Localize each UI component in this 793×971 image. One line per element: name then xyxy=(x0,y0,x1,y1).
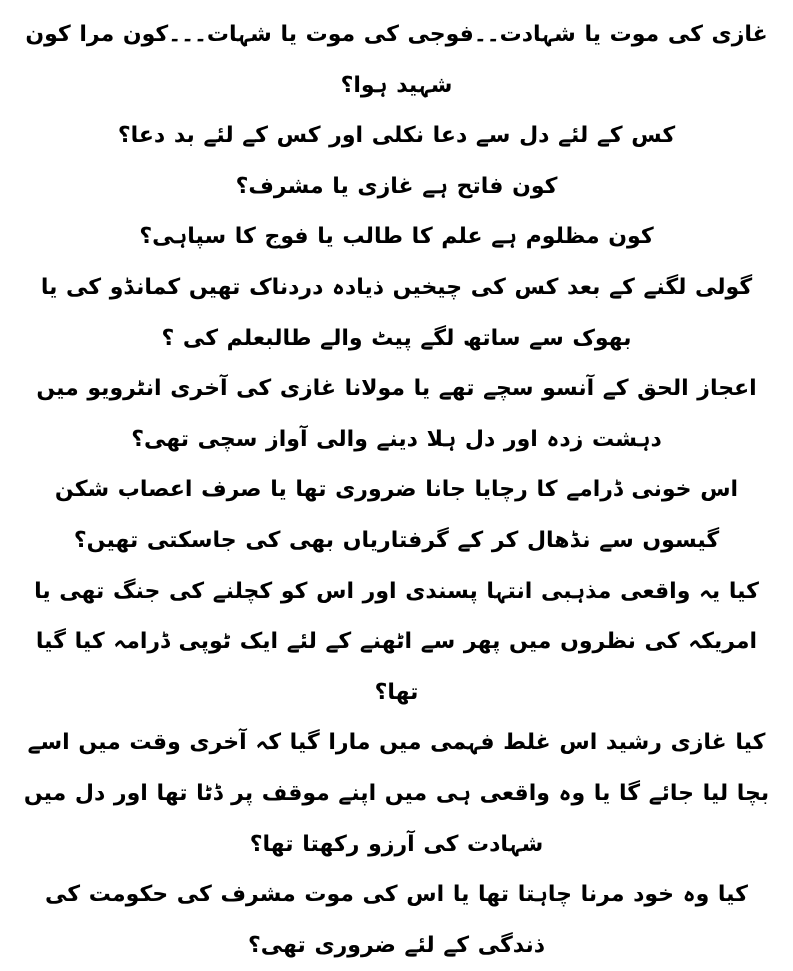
urdu-question-6: اعجاز الحق کے آنسو سچے تھے یا مولانا غازی کی آخری انٹرویو میں دہشت زدہ اور دل ہلا دینے والی آواز سچی تھی؟ xyxy=(36,376,757,452)
urdu-question-4: کون مظلوم ہے علم کا طالب یا فوج کا سپاہی؟ xyxy=(139,224,654,250)
urdu-question-9: کیا غازی رشید اس غلط فہمی میں مارا گیا کہ آخری وقت میں اسے بچا لیا جائے گا یا وہ واقعی ہی میں اپنے موقف پر ڈٹا تھا اور دل میں شہادت کی آرزو رکھتا تھا؟ xyxy=(23,730,770,857)
urdu-question-10: کیا وہ خود مرنا چاہتا تھا یا اس کی موت مشرف کی حکومت کی ذندگی کے لئے ضروری تھی؟ xyxy=(45,882,748,958)
urdu-question-7: اس خونی ڈرامے کا رچایا جانا ضروری تھا یا صرف اعصاب شکن گیسوں سے نڈھال کر کے گرفتاریاں بھی کی جاسکتی تھیں؟ xyxy=(54,477,739,553)
urdu-question-1: غازی کی موت یا شہادت۔۔فوجی کی موت یا شہات۔۔۔کون مرا کون شہید ہوا؟ xyxy=(25,22,768,98)
urdu-question-2: کس کے لئے دل سے دعا نکلی اور کس کے لئے بد دعا؟ xyxy=(117,123,676,149)
urdu-question-8: کیا یہ واقعی مذہبی انتہا پسندی اور اس کو کچلنے کی جنگ تھی یا امریکہ کی نظروں میں پھر سے اٹھنے کے لئے ایک ٹوپی ڈرامہ کیا گیا تھا؟ xyxy=(34,578,759,705)
urdu-question-5: گولی لگنے کے بعد کس کی چیخیں ذیادہ دردناک تھیں کمانڈو کی یا بھوک سے ساتھ لگے پیٹ والے طالبعلم کی ؟ xyxy=(40,274,753,351)
urdu-question-3: کون فاتح ہے غازی یا مشرف؟ xyxy=(235,173,558,199)
